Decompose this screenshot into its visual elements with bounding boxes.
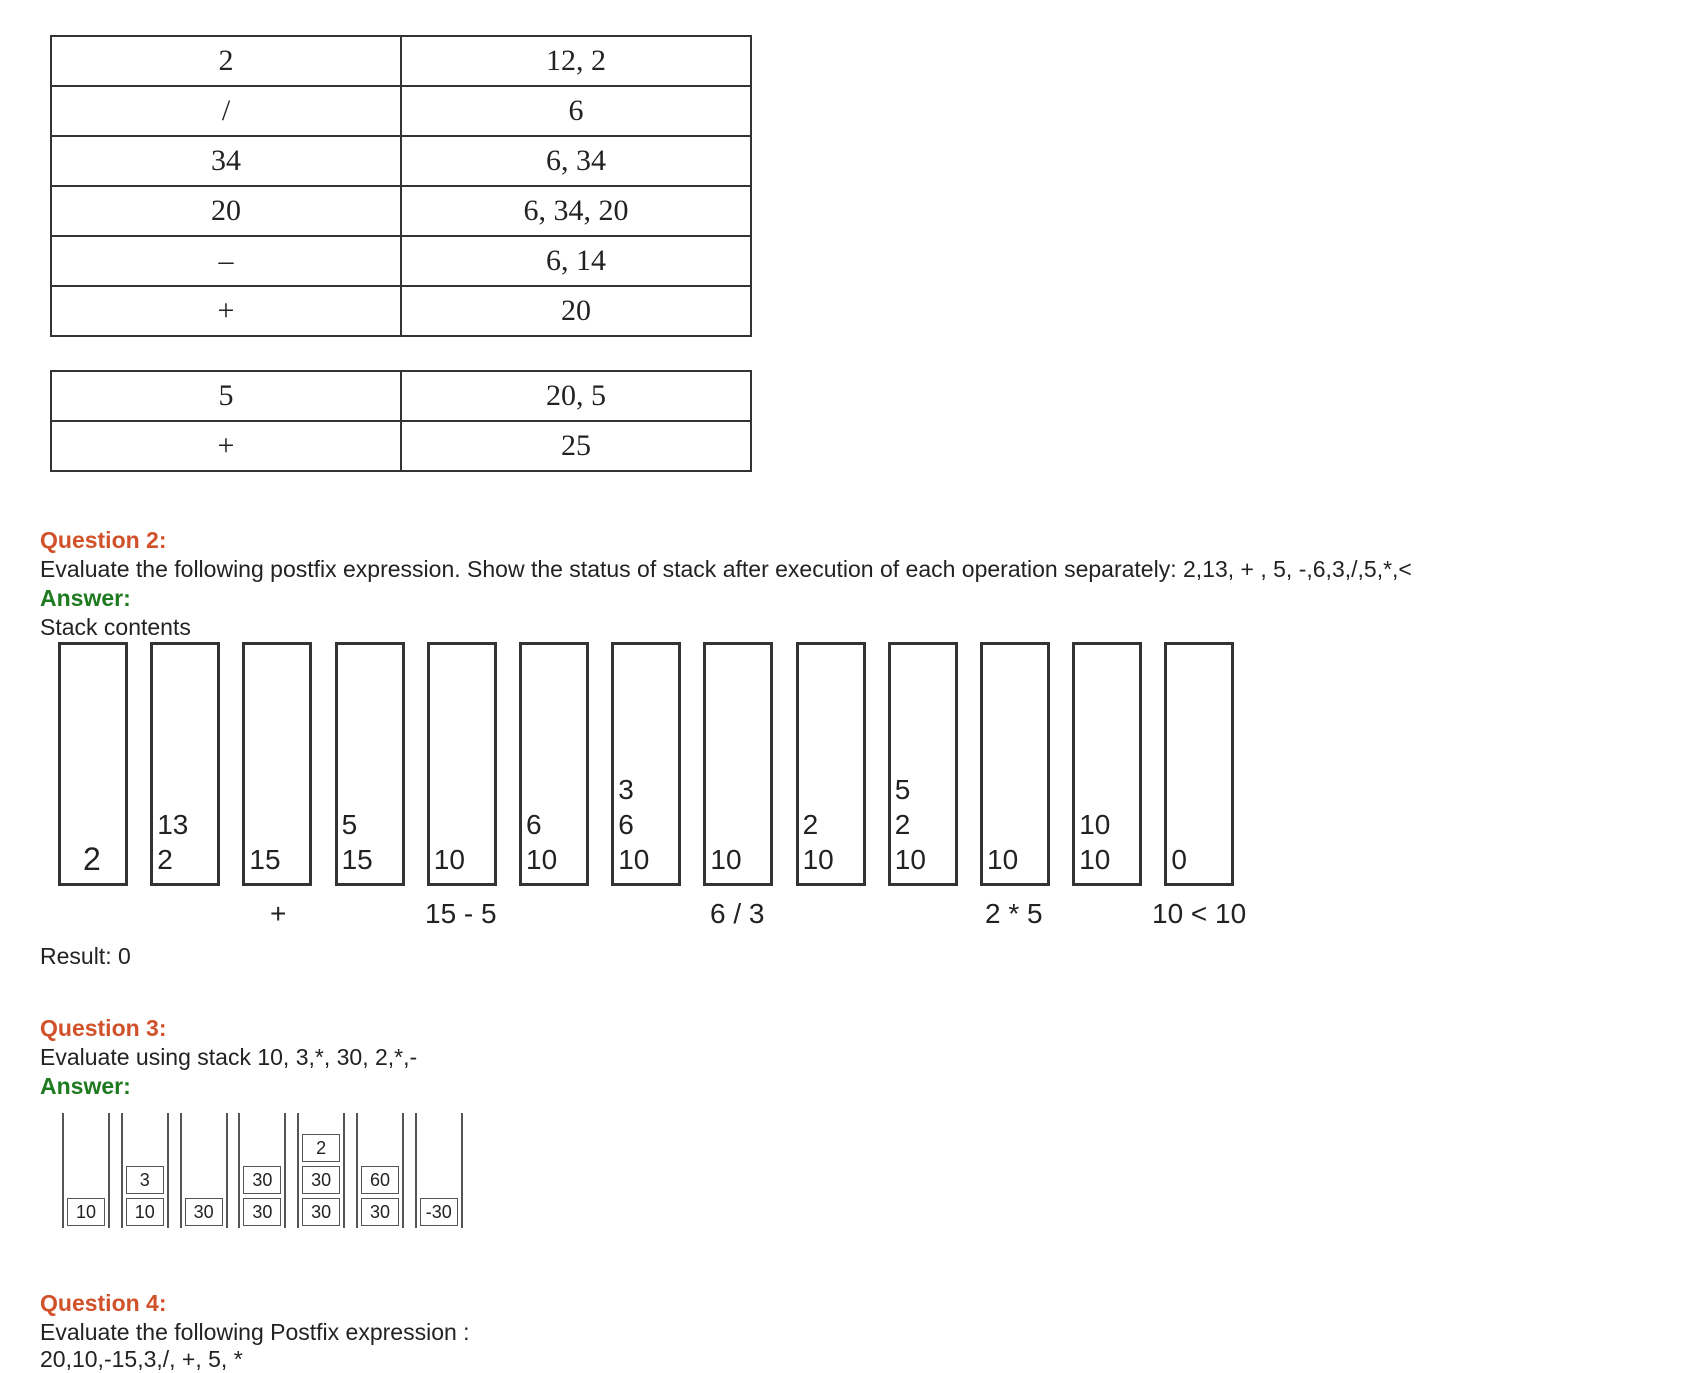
token-cell: + [51, 286, 401, 336]
token-cell: 34 [51, 136, 401, 186]
stack-column [415, 1113, 463, 1228]
stack-column [335, 642, 405, 886]
question-2-text: Evaluate the following postfix expression. Show the status of stack after execution of each operation separately: 2,13, + , 5, -,6,3,/,5,*,< [40, 556, 1412, 582]
table-row [51, 371, 751, 421]
table-row [51, 421, 751, 471]
token-cell: 2 [51, 36, 401, 86]
stack-value: 10 [526, 844, 558, 875]
stack-cell: 6, 34, 20 [401, 186, 751, 236]
table-row [51, 186, 751, 236]
stack-value: 3 [618, 774, 634, 805]
stack-value: 10 [67, 1198, 105, 1226]
question-3-heading: Question 3: [40, 1015, 167, 1041]
stack-value: 5 [894, 774, 911, 805]
stack-column [611, 642, 681, 886]
stack-value: 2 [802, 809, 819, 840]
stack-cell: 6 [401, 86, 751, 136]
stack-value: -30 [420, 1198, 458, 1226]
table-row [51, 286, 751, 336]
stack-column [356, 1113, 404, 1228]
token-cell: 20 [51, 186, 401, 236]
stack-value: 30 [361, 1198, 399, 1226]
stack-column [1164, 642, 1234, 886]
stack-cell: 20 [401, 286, 751, 336]
table-row [51, 236, 751, 286]
stack-column [180, 1113, 228, 1228]
stack-column [519, 642, 589, 886]
stack-column [297, 1113, 345, 1228]
stack-value: 30 [302, 1198, 340, 1226]
stack-value: 3 [126, 1166, 164, 1194]
stack-value: 5 [341, 809, 358, 840]
stack-value: 10 [126, 1198, 164, 1226]
stack-value: 30 [302, 1166, 340, 1194]
stack-cell: 6, 14 [401, 236, 751, 286]
answer-3-heading: Answer: [40, 1073, 131, 1099]
token-cell: / [51, 86, 401, 136]
stack-value: 30 [185, 1198, 223, 1226]
stack-cell: 6, 34 [401, 136, 751, 186]
stack-value: 2 [157, 844, 173, 875]
stack-column [242, 642, 312, 886]
stack-column [888, 642, 958, 886]
token-cell: + [51, 421, 401, 471]
stack-value: 13 [157, 809, 189, 840]
question-4-heading: Question 4: [40, 1290, 167, 1316]
stack-value: 2 [894, 809, 911, 840]
stack-value: 10 [894, 844, 926, 875]
question-4-expression: 20,10,-15,3,/, +, 5, * [40, 1346, 243, 1372]
question-3-text: Evaluate using stack 10, 3,*, 30, 2,*,- [40, 1044, 418, 1070]
stack-cell: 20, 5 [401, 371, 751, 421]
stack-value: 30 [243, 1198, 281, 1226]
stack-column [1072, 642, 1142, 886]
stack-column [62, 1113, 110, 1228]
stack-value: 6 [526, 809, 542, 840]
question-2-heading: Question 2: [40, 527, 167, 553]
token-cell: – [51, 236, 401, 286]
stack-value: 10 [802, 844, 834, 875]
op-label: 15 - 5 [425, 898, 497, 929]
stack-trace-table-2 [50, 370, 752, 472]
stack-value: 30 [243, 1166, 281, 1194]
table-row [51, 36, 751, 86]
stack-value: 2 [302, 1134, 340, 1162]
table-row [51, 86, 751, 136]
stack-column [427, 642, 497, 886]
stack-contents-title: Stack contents [40, 614, 191, 640]
op-label: 2 * 5 [985, 898, 1043, 929]
stack-column [121, 1113, 169, 1228]
stack-value: 60 [361, 1166, 399, 1194]
stack-value: 2 [83, 841, 101, 877]
stack-column [980, 642, 1050, 886]
stack-column [703, 642, 773, 886]
stack-value: 15 [341, 844, 373, 875]
stack-value: 10 [433, 844, 465, 875]
stack-value: 10 [710, 844, 742, 875]
question-4-text: Evaluate the following Postfix expression : [40, 1319, 470, 1345]
stack-value: 10 [1079, 809, 1111, 840]
stack-column [238, 1113, 286, 1228]
op-label: 10 < 10 [1152, 898, 1247, 929]
token-cell: 5 [51, 371, 401, 421]
stack-column [58, 642, 128, 886]
stack-value: 6 [618, 809, 634, 840]
stack-cell: 25 [401, 421, 751, 471]
answer-2-heading: Answer: [40, 585, 131, 611]
op-label: + [270, 898, 287, 929]
stack-column [796, 642, 866, 886]
result-text: Result: 0 [40, 943, 131, 969]
stack-trace-table-1 [50, 35, 752, 337]
stack-column [150, 642, 220, 886]
stack-value: 10 [618, 844, 650, 875]
stack-cell: 12, 2 [401, 36, 751, 86]
op-label: 6 / 3 [710, 898, 765, 929]
stack-value: 10 [987, 844, 1019, 875]
stack-value: 10 [1079, 844, 1111, 875]
stack-value: 15 [249, 844, 281, 875]
stack-value: 0 [1171, 844, 1187, 875]
table-row [51, 136, 751, 186]
